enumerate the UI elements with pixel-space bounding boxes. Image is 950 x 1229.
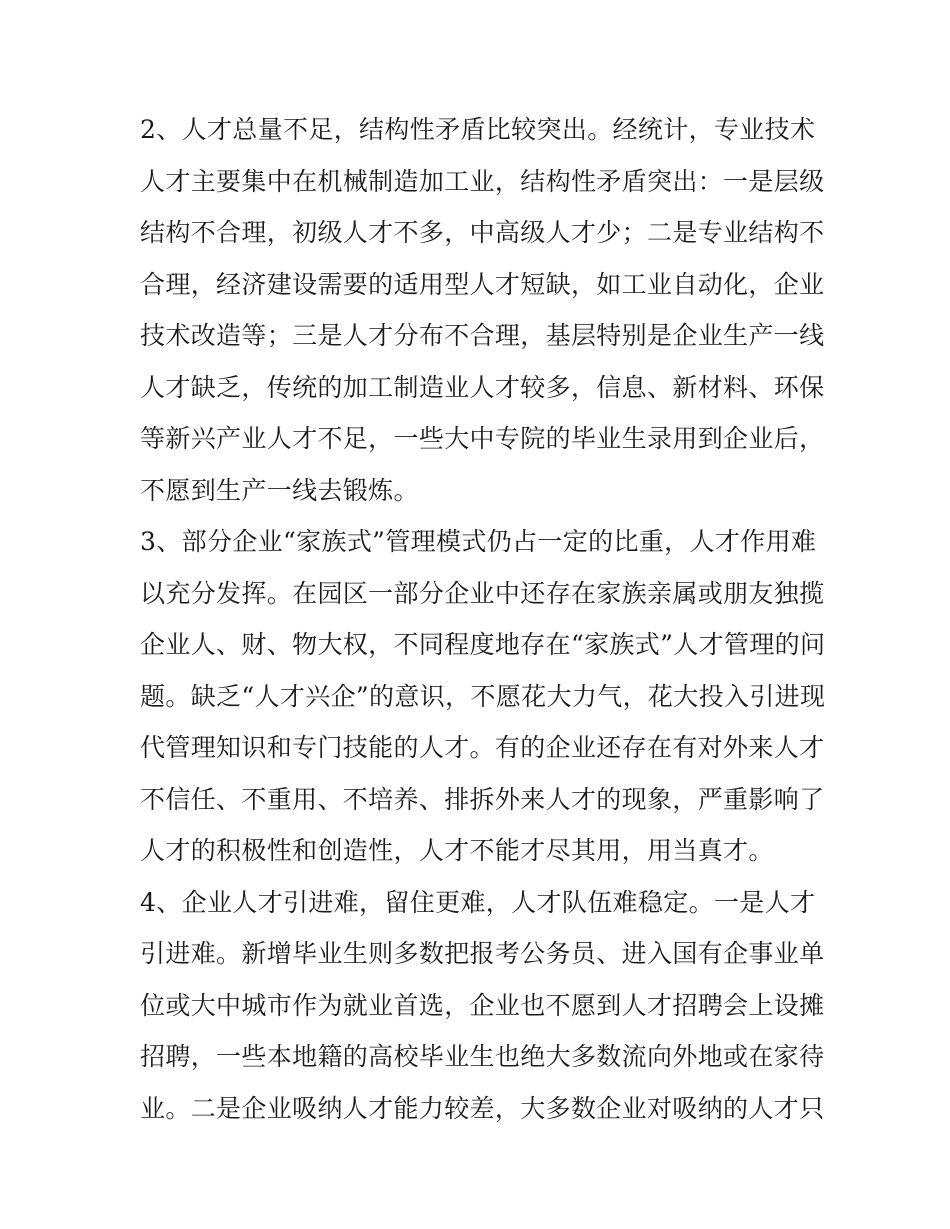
paragraph-3-line-7: 人才的积极性和创造性，人才不能才尽其用，用当真才。 [140,836,774,865]
paragraph-4-line-3: 位或大中城市作为就业首选，企业也不愿到人才招聘会上设摊 [140,990,825,1020]
paragraph-2-line-4: 合理，经济建设需要的适用型人才短缺，如工业自动化，企业 [140,269,825,299]
paragraph-4-line-1: 4、企业人才引进难，留住更难，人才队伍难稳定。一是人才 [140,887,816,917]
paragraph-2-line-8: 不愿到生产一线去锻炼。 [140,475,419,505]
paragraph-3-line-5: 代管理知识和专门技能的人才。有的企业还存在有对外来人才 [140,733,825,762]
paragraph-3-line-2: 以充分发挥。在园区一部分企业中还存在家族亲属或朋友独揽 [140,578,825,608]
paragraph-2-line-1: 2、人才总量不足，结构性矛盾比较突出。经统计，专业技术 [140,115,816,144]
paragraph-3-line-6: 不信任、不重用、不培养、排拆外来人才的现象，严重影响了 [140,784,825,814]
paragraph-2-line-7: 等新兴产业人才不足，一些大中专院的毕业生录用到企业后， [140,424,825,453]
paragraph-4-line-4: 招聘，一些本地籍的高校毕业生也绝大多数流向外地或在家待 [140,1042,825,1071]
paragraph-2-line-2: 人才主要集中在机械制造加工业，结构性矛盾突出：一是层级 [140,166,825,196]
document-body [140,104,830,1134]
paragraph-2-line-5: 技术改造等；三是人才分布不合理，基层特别是企业生产一线 [140,321,825,350]
paragraph-4-line-5: 业。二是企业吸纳人才能力较差，大多数企业对吸纳的人才只 [140,1093,825,1123]
paragraph-2-line-3: 结构不合理，初级人才不多，中高级人才少；二是专业结构不 [140,218,825,247]
paragraph-2-line-6: 人才缺乏，传统的加工制造业人才较多，信息、新材料、环保 [140,372,825,402]
paragraph-3-line-1: 3、部分企业“家族式”管理模式仍占一定的比重，人才作用难 [140,527,817,556]
paragraph-4-line-2: 引进难。新增毕业生则多数把报考公务员、进入国有企事业单 [140,939,825,968]
paragraph-3-line-4: 题。缺乏“人才兴企”的意识，不愿花大力气，花大投入引进现 [140,681,826,711]
paragraph-3-line-3: 企业人、财、物大权，不同程度地存在“家族式”人才管理的问 [140,630,826,659]
